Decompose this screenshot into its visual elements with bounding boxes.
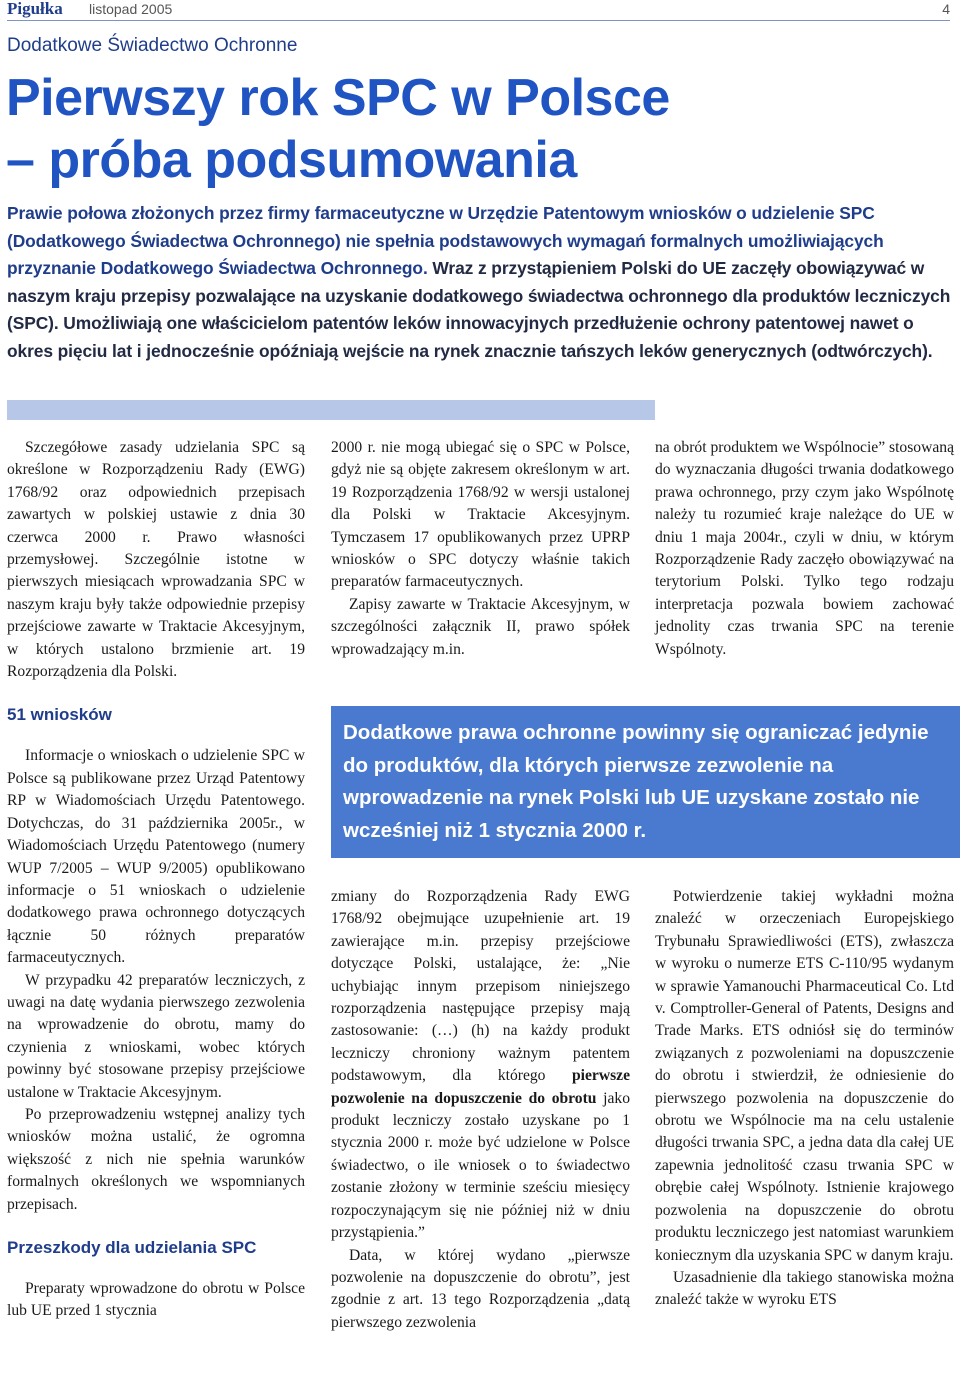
header-rule [7, 20, 950, 21]
paragraph [331, 886, 630, 1245]
headline-line-1: Pierwszy rok SPC w Polsce [6, 69, 670, 127]
headline [6, 67, 670, 191]
column-2-top [331, 437, 630, 661]
lead-paragraph [7, 200, 955, 365]
paragraph: Informacje o wnioskach o udzielenie SPC w Polsce są publikowane przez Urząd Patentowy RP w Wiadomościach Urzędu Patentowego. Dotychczas, do 31 października 2005r., w Wiadomościach Urzędu Patentowego (numery WUP 7/2005 – WUP 9/2005) opublikowano informacje o 51 wnioskach o udzielenie dodatkowego prawa ochronnego dotyczących łącznie 50 różnych preparatów farmaceutycznych. [7, 747, 305, 967]
column-2-bottom [331, 886, 630, 1334]
accent-bar [7, 400, 655, 420]
column-1 [7, 437, 305, 1323]
page-number: 4 [942, 1, 950, 17]
paragraph: W przypadku 42 preparatów leczniczych, z uwagi na datę wydania pierwszego zezwolenia na wprowadzenie do obrotu, mamy do czynienia z wnioskami, wobec których powinny być stosowane przepisy przejściowe ustalone w Traktacie Akcesyjnym. [7, 971, 305, 1101]
column-3-top [655, 437, 954, 661]
pull-quote [331, 706, 960, 858]
paragraph: 2000 r. nie mogą ubiegać się o SPC w Polsce, gdyż nie są objęte zakresem określonym w art. 19 Rozporządzenia 1768/92 w wersji ustalonej dla Polski w Traktacie Akcesyjnym. Tymczasem 17 opublikowanych przez UPRP wniosków o SPC dotyczy właśnie takich preparatów farmaceutycznych. [331, 439, 630, 591]
lead-part-1: Prawie połowa złożonych przez firmy farmaceutyczne w Urzędzie Patentowym wniosków o udzielenie SPC (Dodatkowego Świadectwa Ochronnego) nie spełnia podstawowych wymagań formalnych umożliwiających przyznanie Dodatkowego Świadectwa Ochronnego. [7, 203, 884, 278]
paragraph: Uzasadnienie dla takiego stanowiska można znaleźć także w wyroku ETS [655, 1268, 954, 1309]
text-run: zmiany do Rozporządzenia Rady EWG 1768/92 obejmujące uzupełnienie art. 19 zawierające m.in. przepisy przejściowe dotyczące Polski, ustalające, że: „Nie uchybiając innym przepisom niniejszego rozporządzenia następujące przepisy mają zastosowanie: (…) (h) na każdy produkt leczniczy chroniony ważnym patentem podstawowym, dla którego [331, 888, 630, 1085]
emphasis-text: pierwsze pozwolenie na dopuszczenie do obrotu [331, 1067, 630, 1107]
lead-part-2: Wraz z przystąpieniem Polski do UE zaczęły obowiązywać w naszym kraju przepisy pozwalające na uzyskanie dodatkowego świadectwa ochronnego dla produktów leczniczych (SPC). Umożliwiają one właścicielom patentów leków innowacyjnych przedłużenie ochrony patentowej nawet o okres pięciu lat i jednocześnie opóźniają wejście na rynek znacznie tańszych leków generycznych (odtwórczych). [7, 258, 951, 361]
paragraph: na obrót produktem we Wspólnocie” stosowaną do wyznaczania długości trwania dodatkowego prawa ochronnego, przy czym jako Wspólnotę należy tu rozumieć kraje należące do UE w dniu 1 maja 2004r., czyli w dniu, w którym Rozporządzenie Rady zaczęło obowiązywać na terytorium Polski. Tylko tego rodzaju interpretacja pozwala bowiem zachować jednolity czas trwania SPC na terenie Wspólnoty. [655, 439, 954, 658]
issue-date: listopad 2005 [89, 1, 173, 17]
pull-quote-text: Dodatkowe prawa ochronne powinny się ograniczać jedynie do produktów, dla których pierwsze zezwolenie na wprowadzenie na rynek Polski lub UE uzyskane zostało nie wcześniej niż 1 stycznia 2000 r. [343, 721, 929, 842]
text-run: jako produkt leczniczy zostało uzyskane po 1 stycznia 2000 r. może być udzielone w Polsce świadectwo, o ile wniosek o to świadectwo zostanie złożony w terminie sześciu miesięcy rozpoczynającym się nie później niż w dniu przystąpienia.” [331, 1089, 630, 1242]
paragraph: Po przeprowadzeniu wstępnej analizy tych wniosków można ustalić, że ogromna większość z nich nie spełnia warunków formalnych określonych we wspomnianych przepisach. [7, 1105, 305, 1213]
paragraph: Data, w której wydano „pierwsze pozwolenie na dopuszczenie do obrotu”, jest zgodnie z art. 13 tego Rozporządzenia „datą pierwszego zezwolenia [331, 1246, 630, 1331]
subheading-51-wnioskow: 51 wniosków [7, 705, 112, 725]
masthead: Pigułka [7, 0, 63, 18]
paragraph: Szczegółowe zasady udzielania SPC są określone w Rozporządzeniu Rady (EWG) 1768/92 oraz odpowiednich przepisach zawartych w polskiej ustawie z dnia 30 czerwca 2000 r. Prawo własności przemysłowej. Szczególnie istotne w pierwszych miesiącach wprowadzania SPC w naszym kraju były także odpowiednie przepisy przejściowe zawarte w Traktacie Akcesyjnym, w których ustalono brzmienie art. 19 Rozporządzenia dla Polski. [7, 439, 305, 681]
paragraph: Zapisy zawarte w Traktacie Akcesyjnym, w szczególności załącznik II, prawo spółek wprowadzający m.in. [331, 595, 630, 658]
subheading-przeszkody: Przeszkody dla udzielania SPC [7, 1238, 257, 1257]
section-label: Dodatkowe Świadectwo Ochronne [7, 35, 298, 56]
page-header [7, 0, 950, 20]
headline-line-2: – próba podsumowania [6, 131, 577, 189]
paragraph: Potwierdzenie takiej wykładni można znaleźć w orzeczeniach Europejskiego Trybunału Sprawiedliwości (ETS), zwłaszcza w wyroku o numerze ETS C-110/95 wydanym w sprawie Yamanouchi Pharmaceutical Co. Ltd v. Comptroller-General of Patents, Designs and Trade Marks. ETS odniósł się do terminów związanych z pozwoleniami na dopuszczenie do obrotu i stwierdził, że odniesienie do pierwszego pozwolenia na dopuszczenie do obrotu we Wspólnocie ma na celu ustalenie długości trwania SPC, a jedna data dla całej UE zapewnia jednolitość czasu trwania SPC w obrębie całej Wspólnoty. Istnienie krajowego pozwolenia na dopuszczenie do obrotu produktu leczniczego jest natomiast warunkiem koniecznym dla uzyskania SPC w danym kraju. [655, 888, 954, 1264]
paragraph: Preparaty wprowadzone do obrotu w Polsce lub UE przed 1 stycznia [7, 1280, 305, 1320]
column-3-bottom [655, 886, 954, 1312]
